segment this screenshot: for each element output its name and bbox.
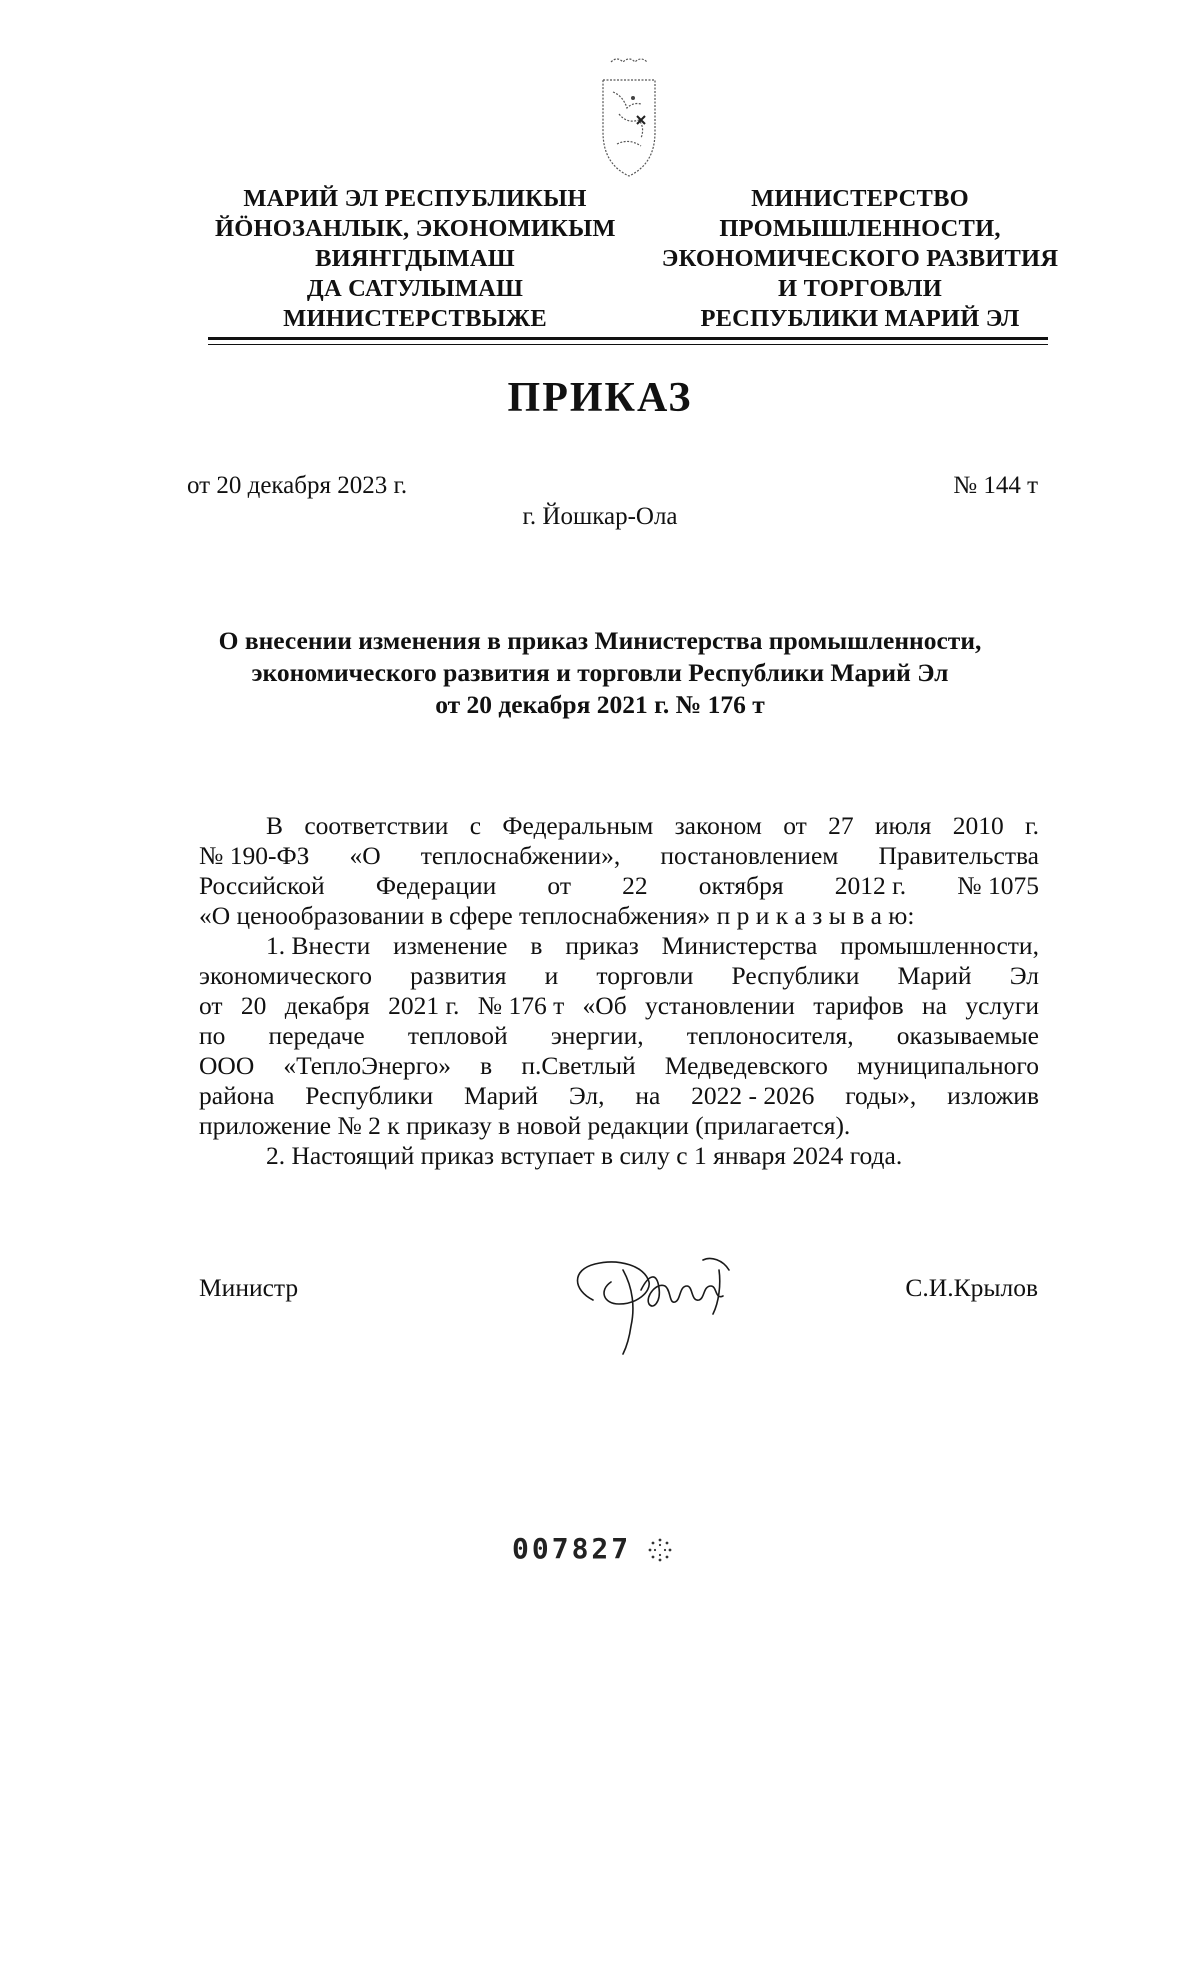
body-word: законом — [674, 811, 762, 840]
header-divider-thick — [208, 337, 1048, 340]
body-word: № 176 т — [477, 991, 565, 1020]
document-subject — [150, 625, 1050, 721]
body-word: 22 — [622, 871, 648, 900]
signatory-role: Министр — [199, 1273, 299, 1302]
body-word: Республики — [305, 1081, 434, 1110]
body-word: тарифов — [813, 991, 904, 1020]
header-right-line: ЭКОНОМИЧЕСКОГО РАЗВИТИЯ — [661, 245, 1059, 272]
header-right-line: РЕСПУБЛИКИ МАРИЙ ЭЛ — [700, 305, 1020, 332]
document-date: от 20 декабря 2023 г. — [187, 472, 408, 499]
body-word: от — [547, 871, 571, 900]
body-word: экономического — [199, 961, 372, 990]
body-line — [199, 1021, 1039, 1051]
body-word: установлении — [644, 991, 795, 1020]
body-word: оказываемые — [896, 1021, 1039, 1050]
body-line — [199, 991, 1039, 1021]
subject-line: О внесении изменения в приказ Министерства промышленности, — [218, 626, 982, 655]
body-word: Республики — [731, 961, 860, 990]
body-line — [199, 931, 1039, 961]
body-word: изменение — [393, 931, 508, 960]
body-word: г. — [1024, 811, 1039, 840]
body-word: 1. Внести — [266, 931, 371, 960]
header-left-line: ВИЯҤГДЫМАШ — [315, 245, 515, 272]
body-word: «ТеплоЭнерго» — [283, 1051, 452, 1080]
body-word: июля — [874, 811, 932, 840]
body-word: тепловой — [407, 1021, 508, 1050]
document-body — [199, 811, 1039, 1171]
body-word: 2021 г. — [388, 991, 460, 1020]
body-line — [199, 1141, 1039, 1171]
header-divider-thin — [208, 344, 1048, 345]
body-line — [199, 961, 1039, 991]
body-word: района — [199, 1081, 275, 1110]
dotted-star-mark-icon — [647, 1537, 673, 1563]
body-word: приказ — [565, 931, 639, 960]
signatory-name: С.И.Крылов — [905, 1273, 1038, 1302]
document-number: № 144 т — [953, 472, 1038, 499]
body-word: с — [469, 811, 482, 840]
body-word: 2012 г. — [834, 871, 907, 900]
body-word: соответствии — [304, 811, 449, 840]
body-word: ООО — [199, 1051, 255, 1080]
body-word: Марий — [464, 1081, 539, 1110]
body-word: теплоснабжении», — [420, 841, 621, 870]
body-word: Эл — [1009, 961, 1039, 990]
body-word: октября — [698, 871, 784, 900]
body-word: услуги — [965, 991, 1039, 1020]
body-word: Министерства — [661, 931, 818, 960]
body-line — [199, 1081, 1039, 1111]
body-word: развития — [410, 961, 507, 990]
header-right-line: МИНИСТЕРСТВО — [751, 185, 969, 212]
body-line — [199, 1051, 1039, 1081]
body-word: Марий — [897, 961, 972, 990]
document-city: г. Йошкар-Ола — [522, 503, 678, 530]
body-word: теплоносителя, — [686, 1021, 854, 1050]
body-word: постановлением — [660, 841, 839, 870]
body-word: Российской — [199, 871, 325, 900]
body-word: № 1075 — [957, 871, 1039, 900]
body-word: на — [635, 1081, 661, 1110]
header-left-line: МАРИЙ ЭЛ РЕСПУБЛИКЫН — [243, 185, 587, 212]
body-word: от — [199, 991, 223, 1020]
body-word: промышленности, — [840, 931, 1039, 960]
body-word: Эл, — [568, 1081, 605, 1110]
body-word: п.Светлый — [521, 1051, 636, 1080]
body-word: «Об — [582, 991, 627, 1020]
body-word: «О — [349, 841, 381, 870]
body-text: 2. Настоящий приказ вступает в силу с 1 января 2024 года. — [266, 1141, 903, 1170]
body-line — [199, 901, 1039, 931]
body-line — [199, 871, 1039, 901]
document-title: ПРИКАЗ — [507, 375, 693, 421]
body-line — [199, 811, 1039, 841]
body-word: в — [530, 931, 543, 960]
body-word: № 190-ФЗ — [199, 841, 310, 870]
header-right-line: ПРОМЫШЛЕННОСТИ, — [719, 215, 1001, 242]
body-word: 27 — [828, 811, 854, 840]
body-word: и — [544, 961, 559, 990]
body-word: изложив — [947, 1081, 1039, 1110]
body-word: в — [480, 1051, 493, 1080]
body-word: на — [922, 991, 947, 1020]
header-right-block — [650, 184, 1070, 334]
body-word: Правительства — [878, 841, 1039, 870]
body-word: 2010 — [952, 811, 1004, 840]
header-left-block — [215, 184, 615, 334]
body-line — [199, 841, 1039, 871]
body-text: приложение № 2 к приказу в новой редакции (прилагается). — [199, 1111, 851, 1140]
body-word: годы», — [845, 1081, 917, 1110]
body-word: В — [266, 811, 284, 840]
header-left-line: МИНИСТЕРСТВЫЖЕ — [283, 305, 547, 332]
header-left-line: ЙÖНОЗАНЛЫК, ЭКОНОМИКЫМ — [215, 215, 616, 242]
body-word: Медведевского — [664, 1051, 828, 1080]
body-word: 2022 - 2026 — [691, 1081, 815, 1110]
coat-of-arms-emblem — [581, 52, 677, 182]
serial-number: 007827 — [512, 1532, 632, 1565]
handwritten-signature — [553, 1230, 768, 1360]
body-word: муниципального — [856, 1051, 1039, 1080]
body-word: декабря — [284, 991, 370, 1020]
body-word: Федеральным — [502, 811, 654, 840]
body-line — [199, 1111, 1039, 1141]
body-word: Федерации — [375, 871, 497, 900]
header-right-line: И ТОРГОВЛИ — [778, 275, 942, 302]
body-text: «О ценообразовании в сфере теплоснабжения» п р и к а з ы в а ю: — [199, 901, 915, 930]
body-word: 20 — [240, 991, 267, 1020]
body-word: торговли — [596, 961, 694, 990]
body-word: по — [199, 1021, 226, 1050]
body-word: энергии, — [550, 1021, 644, 1050]
header-left-line: ДА САТУЛЫМАШ — [306, 275, 524, 302]
body-word: от — [783, 811, 807, 840]
body-word: передаче — [268, 1021, 365, 1050]
subject-line: от 20 декабря 2021 г. № 176 т — [435, 690, 765, 719]
subject-line: экономического развития и торговли Республики Марий Эл — [251, 658, 949, 687]
